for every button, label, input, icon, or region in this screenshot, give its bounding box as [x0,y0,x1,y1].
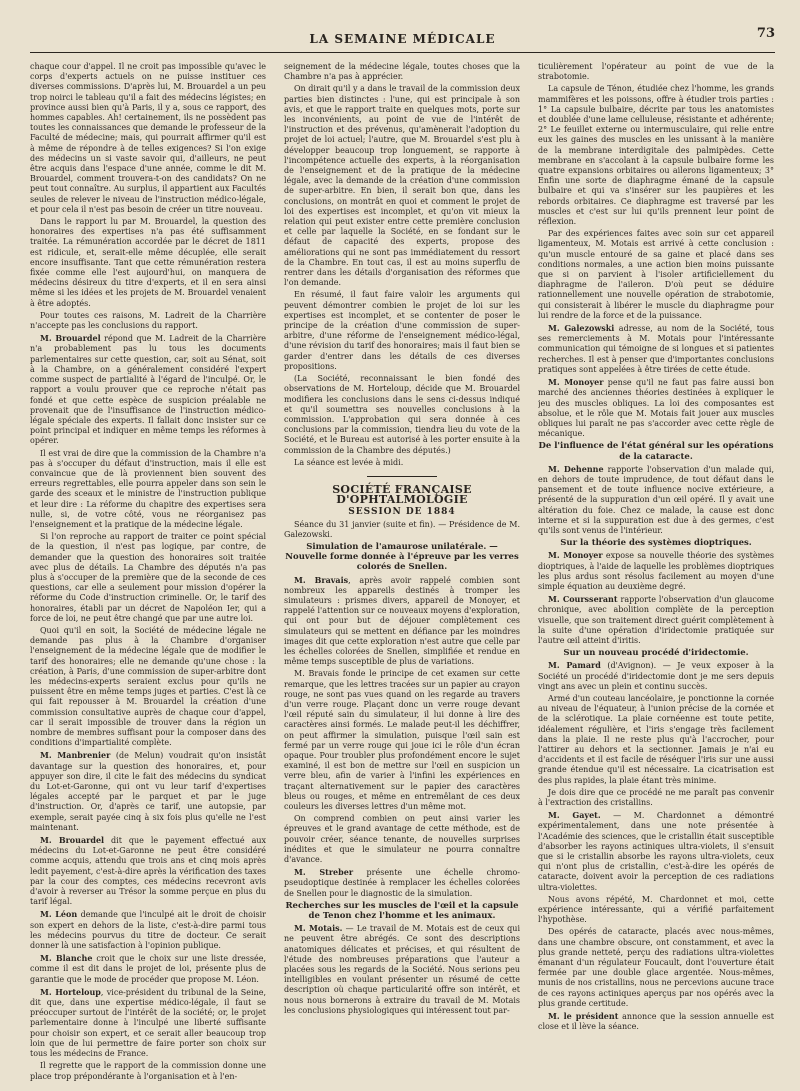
paragraph: seignement de la médecine légale, toutes choses que la Chambre n'a pas à apprécier. [284,62,520,82]
paragraph [538,323,774,375]
paragraph-text: présente une échelle chromo-pseudoptique destinée à remplacer les échelles colorées de Snellen pour le diagnostic de la simulation. [284,868,520,898]
paragraph: Pour toutes ces raisons, M. Ladreit de la Charrière n'accepte pas les conclusions du rapport. [30,310,266,331]
speaker-name: M. Bravais [294,574,349,585]
session-info: Séance du 31 janvier (suite et fin). — Présidence de M. Galezowski. [284,519,520,539]
speaker-name: M. Pamard [548,660,601,671]
paragraph: On comprend combien on peut ainsi varier les épreuves et le grand avantage de cette méthode, est de pouvoir créer, séance tenante, de nouvelles surprises inédites et que le simulateur ne pourra connaître d'avance. [284,814,520,865]
paragraph: Il est vrai de dire que la commission de la Chambre n'a pas à s'occuper du défaut d'instruction, mais il elle est convaincue que de là proviennent bien souvent des erreurs regrettables, elle pourra appeler dans son sein le garde des sceaux et le ministre de l'instruction publique et leur dire : La réforme du chapitre des expertises sera nulle, si, de votre côté, vous ne réorganisez pas l'enseignement et la pratique de la médecine légale. [30,448,266,529]
paragraph [30,953,266,985]
speaker-name: M. Streber [294,867,354,878]
speaker-name: M. Horteloup [40,986,101,997]
paragraph: Nous avons répété, M. Chardonnet et moi, cette expérience intéressante, qui a vérifié parfaitement l'hypothèse. [538,894,774,925]
subheading: Simulation de l'amaurose unilatérale. — Nouvelle forme donnée à l'épreuve par les verres colorés de Snellen. [285,541,519,573]
paragraph [284,867,520,899]
paragraph: Si l'on reproche au rapport de traiter ce point spécial de la question, il n'est pas logique, par contre, de demander que la question des honoraires soit traitée avec plus de détails. La Chambre des députés n'a pas plus à s'occuper de la première que de la seconde de ces questions, car elle a seulement pour mission d'opérer la réforme du Code d'instruction criminelle. Or, le tarif des honoraires, établi par un décret de Napoléon Ier, qui a force de loi, ne peut être changé que par une autre loi. [30,532,266,623]
paragraph [538,594,774,646]
paragraph: Armé d'un couteau lancéolaire, je ponctionne la cornée au niveau de l'équateur, à l'union précise de la cornée et de la sclérotique. La plaie cornéenne est toute petite, idéalement régulière, et l'iris s'engage très facilement dans la plaie. Il ne reste plus qu'à l'accrocher, pour l'attirer au dehors et la sectionner. Jamais je n'ai eu d'accidents et il est facile de réséquer l'iris sur une aussi grande étendue qu'il est nécessaire. La cicatrisation est des plus rapides, la plaie étant très minime. [538,693,774,785]
speaker-name: M. Manbrenier [40,750,111,761]
paragraph [284,575,520,668]
header-rule [30,52,775,53]
subheading: Recherches sur les muscles de l'œil et la capsule de Tenon chez l'homme et les animaux. [285,900,519,922]
paragraph [538,810,774,893]
paragraph: La séance est levée à midi. [294,457,404,467]
paragraph: chaque cour d'appel. Il ne croit pas impossible qu'avec le corps d'experts actuels on ne puisse instituer ces diverses commissions. D'après lui, M. Brouardel a un peu trop noirci le tableau qu'il a fait des médecins légistes; en province aussi bien qu'à Paris, il y a, sous ce rapport, des hommes capables. Ah! certainement, ils ne possèdent pas toutes les connaissances que demande le professeur de la Faculté de médecine; mais, qui pourrait affirmer qu'il est à même de répondre à de telles exigences? Si l'on exige des médecins un si vaste savoir qui, d'ailleurs, ne peut être acquis dans l'espace d'une année, comme le dit M. Brouardel, comment trouvera-t-on des candidats? On ne peut tout connaître. Au surplus, il appartient aux Facultés seules de relever le niveau de l'instruction médico-légale, et pour cela il n'est pas besoin de créer un titre nouveau. [30,62,266,214]
paragraph [538,464,774,536]
paragraph [30,333,266,446]
paragraph-text: (de Melun) voudrait qu'on insistât davantage sur la question des honoraires, et, pour appuyer son dire, il cite le fait des médecins du syndicat du Lot-et-Garonne, qui ont vu leur tarif d'expertises légales accepté par le parquet et par le juge d'instruction. Or, d'après ce tarif, une autopsie, par exemple, serait payée cinq à six fois plus qu'elle ne l'est maintenant. [30,751,266,832]
paragraph [30,835,266,907]
column-1 [30,62,266,1082]
paragraph-text: — M. Chardonnet a démontré expérimentalement, dans une note présentée à l'Académie des sciences, que le cristallin était susceptible d'absorber les rayons actiniques ultra-violets, il s'ensuit que si le cristallin absorbe les rayons ultra-violets, ceux qui n'ont plus de cristallin, c'est-à-dire les opérés de cataracte, doivent avoir la perception de ces radiations ultra-violettes. [538,811,774,892]
speaker-name: M. Léon [40,909,78,920]
paragraph-text: (d'Avignon). — Je veux exposer à la Société un procédé d'iridectomie dont je me sers depuis vingt ans avec un plein et continu succès. [538,661,774,691]
paragraph [284,923,520,1016]
society-title: SOCIÉTÉ FRANÇAISE D'OPHTALMOLOGIE [332,482,472,507]
paragraph-text: demande que l'inculpé ait le droit de choisir son expert en dehors de la liste, c'est-à-dire parmi tous les médecins pourvus du titre de docteur. Ce serait donner là une satisfaction à l'opinion publique. [30,910,266,951]
speaker-name: M. Galezowski [548,323,615,334]
paragraph-text: répond que M. Ladreit de la Charrière n'a probablement pas lu tous les documents parlementaires sur cette question, car, soit au Sénat, soit à la Chambre, on a généralement considéré l'expert comme suspect de partialité à l'égard de l'inculpé. Or, le rapport a voulu prouver que ce reproche n'était pas fondé et que cette espèce de suspicion préalable ne provenait que de l'insuffisance de l'instruction médico-légale spéciale des experts. Il fallait donc insister sur ce point principal et indiquer en même temps les réformes à opérer. [30,334,266,446]
paragraph [30,987,266,1059]
speaker-name: M. Blanche [40,953,93,964]
paragraph-text: annonce que la session annuelle est close et il lève la séance. [538,1012,774,1032]
paragraph: M. Bravais fonde le principe de cet examen sur cette remarque, que les lettres tracées sur un papier au crayon rouge, ne sont pas vues quand on les regarde au travers d'un verre rouge. Plaçant donc un verre rouge devant l'œil réputé sain du simulateur, il lui donne à lire des caractères ainsi formés. Le malade peut-il les déchiffrer, on peut affirmer la simulation, puisque l'œil sain est fermé par un verre rouge qui joue ici le rôle d'un écran opaque. Pour troubler plus profondément encore le sujet examiné, il est bon de mettre sur l'œil en suspicion un verre bleu, afin de varier à l'infini les expériences en traçant alternativement sur le papier des caractères bleus ou rouges, et même en entremêlant de ces deux couleurs les diverses lettres d'un même mot. [284,669,520,812]
paragraph-text: adresse, au nom de la Société, tous ses remerciements à M. Motais pour l'intéressante communication qui témoigne de si longues et si patientes recherches. Il est à penser que d'importantes conclusions pratiques sont appelées à être tirées de cette étude. [538,324,774,374]
paragraph-text: , vice-président du tribunal de la Seine, dit que, dans une expertise médico-légale, il faut se préoccuper surtout de l'intérêt de la société; or, le projet parlementaire donne à l'inculpé une liberté suffisante pour choisir son expert, et ce serait aller beaucoup trop loin que de lui permettre de faire porter son choix sur tous les médecins de France. [30,987,266,1059]
session-title: SESSION DE 1884 [348,507,456,518]
speaker-name: M. Dehenne [548,463,604,474]
speaker-name: M. Monoyer [548,377,604,388]
paragraph-text: croit que le choix sur une liste dressée, comme il est dit dans le projet de loi, présente plus de garantie que le mode de procéder que propose M. Léon. [30,954,266,984]
speaker-name: M. Coursserant [548,594,618,605]
speaker-name: M. Brouardel [40,835,105,846]
paragraph: Il regrette que le rapport de la commission donne une place trop prépondérante à l'organisation et à l'en- [30,1061,266,1081]
paragraph: (La Société, reconnaissant le bien fondé des observations de M. Horteloup, décide que M. Brouardel modifiera les conclusions dans le sens ci-dessus indiqué et qu'il soumettra ses nouvelles conclusions à la commission. L'approbation qui sera donnée à ces conclusions par la commission, tiendra lieu du vote de la Société, et le Bureau est autorisé à les porter ensuite à la commission de la Chambre des députés.) [284,374,520,455]
speaker-name: M. le président [548,1011,619,1022]
paragraph: Dans le rapport lu par M. Brouardel, la question des honoraires des expertises n'a pas été suffisamment traitée. La rémunération accordée par le décret de 1811 est ridicule, et, serait-elle même décuplée, elle serait encore insuffisante. Tant que cette rémunération restera fixée comme elle l'est aujourd'hui, on manquera de médecins désireux du titre d'experts, et il en sera ainsi même si les idées et les projets de M. Brouardel venaient à être adoptés. [30,217,266,308]
paragraph-text: rapporte l'observation d'un malade qui, en dehors de toute imprudence, de tout défaut dans le pansement et de toute influence nocive extérieure, a présenté de la suppuration d'un œil opéré. Il y avait une altération du foie. Chez ce malade, la cause est donc interne et si la suppuration est due à des germes, c'est qu'ils sont venus de l'intérieur. [538,464,774,535]
speaker-name: M. Monoyer [548,550,603,561]
paragraph: Par des expériences faites avec soin sur cet appareil ligamenteux, M. Motais est arrivé à cette conclusion : qu'un muscle entouré de sa gaine et placé dans ses conditions normales, a une action bien moins puissante que si on parvient à l'isoler artificiellement du diaphragme de l'aileron. D'où peut se déduire rationnellement une nouvelle opération de strabotomie, qui consisterait à libérer le muscle du diaphragme pour lui rendre de la force et de la puissance. [538,229,774,320]
paragraph [538,550,774,592]
paragraph: ticulièrement l'opérateur au point de vue de la strabotomie. [538,62,774,82]
speaker-name: M. Brouardel [40,333,101,344]
page-header [30,26,775,54]
column-2 [284,62,520,1082]
paragraph-text: , après avoir rappelé combien sont nombreux les appareils destinés à tromper les simulateurs : prismes divers, appareil de Monoyer, et rappelé l'attention sur ce nouveaux moyens d'exploration, qui ont pour but de déjouer complètement ces simulateurs qui se mettent en défiance par les moindres images dit que cette exploration n'est autre que celle par les échelles colorées de Snellen, simplifiée et rendue en même temps susceptible de plus de variations. [284,575,520,667]
paragraph: On dirait qu'il y a dans le travail de la commission deux parties bien distinctes : l'une, qui est principale à son avis, et que le rapport traite en quelques mots, porte sur les inconvénients, au point de vue de l'intérêt de l'instruction et des prévenus, qu'amènerait l'adoption du projet de loi actuel; l'autre, que M. Brouardel s'est plu à développer beaucoup trop longuement, se rapporte à l'incompétence actuelle des experts, à la réorganisation de l'enseignement et de la pratique de la médecine légale, avec la demande de la création d'une commission de super-arbitre. En bien, il serait bon que, dans les conclusions, on montrât en quoi et comment le projet de loi des expertises est incomplet, et qu'on vit mieux la relation qui peut exister entre cette première conclusion et celle par laquelle la Société, en se fondant sur le défaut de capacité des experts, propose des améliorations qui ne sont pas immédiatement du ressort de la Chambre. En tout cas, il est au moins superflu de rentrer dans les détails d'organisation des réformes que l'on demande. [284,84,520,288]
paragraph-text: expose sa nouvelle théorie des systèmes dioptriques, à l'aide de laquelle les problèmes dioptriques les plus ardus sont résolus facilement au moyen d'une simple équation au deuxième degré. [538,551,774,591]
column-3 [538,62,774,1082]
subheading: Sur la théorie des systèmes dioptriques. [560,538,752,549]
speaker-name: M. Motais. [294,923,343,934]
paragraph [538,660,774,692]
paragraph [538,1011,774,1032]
paragraph: Je dois dire que ce procédé ne me paraît pas convenir à l'extraction des cristallins. [538,787,774,808]
paragraph: En résumé, il faut faire valoir les arguments qui peuvent démontrer combien le projet de loi sur les expertises est incomplet, et se contenter de poser le principe de la création d'une commission de super-arbitre, d'une réforme de l'enseignement médico-légal, d'une révision du tarif des honoraires; mais il faut bien se garder d'entrer dans les détails de ces diverses propositions. [284,290,520,371]
subheading: Sur un nouveau procédé d'iridectomie. [563,648,749,659]
paragraph [30,750,266,833]
paragraph-text: rapporte l'observation d'un glaucome chronique, avec abolition complète de la perception visuelle, que son traitement direct guérit complètement à la suite d'une opération d'iridectomie pratiquée sur l'autre œil atteint d'iritis. [538,595,774,645]
running-title: LA SEMAINE MÉDICALE [309,32,496,46]
page-number: 73 [756,26,775,41]
paragraph: Quoi qu'il en soit, la Société de médecine légale ne demande pas plus à la Chambre d'organiser l'enseignement de la médecine légale que de modifier le tarif des honoraires; elle ne demande qu'une chose : la création, à Paris, d'une commission de super-arbitre dont les médecins-experts seraient exclus pour qu'ils ne puissent être en même temps juges et parties. C'est là ce qui fait repousser à M. Brouardel la création d'une commission consultative auprès de chaque cour d'appel, car il serait impossible de trouver dans la région un nombre de membres suffisant pour la composer dans des conditions d'impartialité complète. [30,625,266,748]
speaker-name: M. Gayet. [548,810,601,821]
paragraph: La capsule de Ténon, étudiée chez l'homme, les grands mammifères et les poissons, offre à étudier trois parties : 1° La capsule bulbaire, décrite par tous les anatomistes et doublée d'une lame celluleuse, résistante et adhérente; 2° Le feuillet externe ou intermusculaire, qui relie entre eux les gaines des muscles en les unissant à la manière de la membrane interdigitale des palmipèdes. Cette membrane en s'accolant à la capsule bulbaire forme les quatre expansions orbitaires ou ailerons ligamenteux; 3° Enfin une sorte de diaphragme émané de la capsule bulbaire et qui va s'insérer sur les paupières et les rebords orbitaires. Ce diaphragme est traversé par les muscles et c'est sur lui qu'ils prennent leur point de réflexion. [538,84,774,227]
paragraph: Des opérés de cataracte, placés avec nous-mêmes, dans une chambre obscure, ont constamment, et avec la plus grande netteté, perçu des radiations ultra-violettes émanant d'un régulateur Foucault, dont l'ouverture était fermée par une double glace argentée. Nous-mêmes, munis de nos cristallins, nous ne percevions aucune trace de ces rayons actiniques aperçus par nos opérés avec la plus grande certitude. [538,927,774,1008]
paragraph-text: pense qu'il ne faut pas faire aussi bon marché des anciennes théories destinées à expliquer le jeu des muscles obliques. La loi des composantes est absolue, et le rôle que M. Motais fait jouer aux muscles obliques lui paraît ne pas s'accorder avec cette règle de mécanique. [538,378,774,439]
paragraph-text: — Le travail de M. Motais est de ceux qui ne peuvent être abrégés. Ce sont des descriptions anatomiques délicates et précises, et qui résultent de l'étude des nombreuses préparations que l'auteur a placées sous les regards de la Société. Nous serions peu intelligibles en voulant présenter un résumé de cette description où chaque particularité offre son intérêt, et nous nous bornerons à extraire du travail de M. Motais les conclusions physiologiques qui intéressent tout par- [284,924,520,1015]
paragraph [538,377,774,439]
section-divider [367,476,437,477]
paragraph-text: dit que le payement effectué aux médecins du Lot-et-Garonne ne peut être considéré comme acquis, attendu que trois ans et cinq mois après ledit payement, c'est-à-dire après la vérification des taxes par la cour des comptes, ces médecins recevront avis d'avoir à reverser au Trésor la somme perçue en plus du tarif légal. [30,836,266,907]
subheading: De l'influence de l'état général sur les opérations de la cataracte. [538,441,774,462]
paragraph [30,909,266,951]
